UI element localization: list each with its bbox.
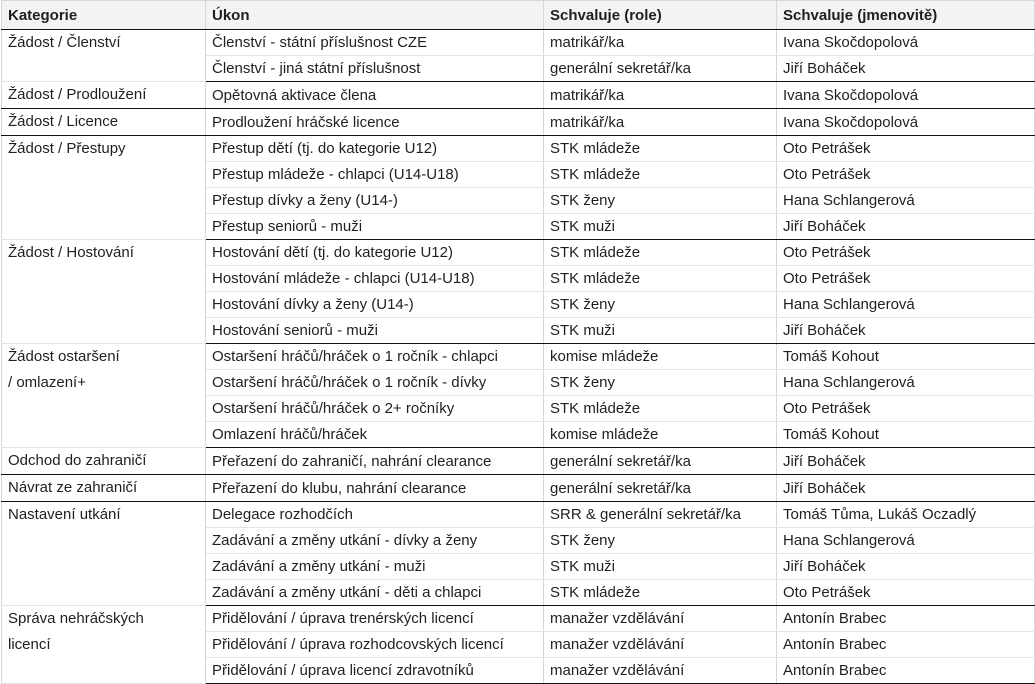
role-cell: STK mládeže bbox=[544, 266, 777, 292]
table-row bbox=[2, 344, 1035, 370]
category-cell bbox=[2, 109, 206, 136]
approver-cell: Jiří Boháček bbox=[777, 214, 1035, 240]
table-row bbox=[2, 136, 1035, 162]
table-row bbox=[2, 240, 1035, 266]
category-cell bbox=[2, 136, 206, 240]
action-cell: Hostování mládeže - chlapci (U14-U18) bbox=[206, 266, 544, 292]
role-cell: STK mládeže bbox=[544, 162, 777, 188]
role-cell: manažer vzdělávání bbox=[544, 632, 777, 658]
table-row bbox=[2, 109, 1035, 136]
action-cell: Přestup dětí (tj. do kategorie U12) bbox=[206, 136, 544, 162]
approver-cell: Jiří Boháček bbox=[777, 318, 1035, 344]
role-cell: generální sekretář/ka bbox=[544, 56, 777, 82]
role-cell: SRR & generální sekretář/ka bbox=[544, 502, 777, 528]
action-cell: Delegace rozhodčích bbox=[206, 502, 544, 528]
approver-cell: Oto Petrášek bbox=[777, 240, 1035, 266]
action-cell: Ostaršení hráčů/hráček o 2+ ročníky bbox=[206, 396, 544, 422]
approver-cell: Jiří Boháček bbox=[777, 448, 1035, 475]
category-label: Žádost / Přestupy bbox=[8, 140, 126, 157]
action-cell: Hostování dětí (tj. do kategorie U12) bbox=[206, 240, 544, 266]
header-ukon: Úkon bbox=[206, 1, 544, 30]
approver-cell: Hana Schlangerová bbox=[777, 188, 1035, 214]
action-cell: Přidělování / úprava trenérských licencí bbox=[206, 606, 544, 632]
action-cell: Přeřazení do klubu, nahrání clearance bbox=[206, 475, 544, 502]
approver-cell: Ivana Skočdopolová bbox=[777, 30, 1035, 56]
action-cell: Přeřazení do zahraničí, nahrání clearance bbox=[206, 448, 544, 475]
role-cell: STK ženy bbox=[544, 528, 777, 554]
approver-cell: Hana Schlangerová bbox=[777, 292, 1035, 318]
action-cell: Členství - státní příslušnost CZE bbox=[206, 30, 544, 56]
category-cell bbox=[2, 448, 206, 475]
category-cell bbox=[2, 344, 206, 448]
approver-cell: Hana Schlangerová bbox=[777, 370, 1035, 396]
category-cell bbox=[2, 30, 206, 82]
role-cell: STK muži bbox=[544, 318, 777, 344]
category-label: Nastavení utkání bbox=[8, 506, 121, 523]
action-cell: Hostování dívky a ženy (U14-) bbox=[206, 292, 544, 318]
action-cell: Hostování seniorů - muži bbox=[206, 318, 544, 344]
approver-cell: Oto Petrášek bbox=[777, 580, 1035, 606]
role-cell: STK muži bbox=[544, 554, 777, 580]
category-label: Žádost / Členství bbox=[8, 34, 121, 51]
action-cell: Zadávání a změny utkání - muži bbox=[206, 554, 544, 580]
role-cell: matrikář/ka bbox=[544, 109, 777, 136]
action-cell: Opětovná aktivace člena bbox=[206, 82, 544, 109]
category-label: / omlazení+ bbox=[8, 374, 86, 391]
approver-cell: Jiří Boháček bbox=[777, 554, 1035, 580]
action-cell: Zadávání a změny utkání - dívky a ženy bbox=[206, 528, 544, 554]
header-kategorie: Kategorie bbox=[2, 1, 206, 30]
approver-cell: Ivana Skočdopolová bbox=[777, 109, 1035, 136]
role-cell: generální sekretář/ka bbox=[544, 448, 777, 475]
approver-cell: Hana Schlangerová bbox=[777, 528, 1035, 554]
action-cell: Přestup dívky a ženy (U14-) bbox=[206, 188, 544, 214]
approver-cell: Antonín Brabec bbox=[777, 606, 1035, 632]
action-cell: Omlazení hráčů/hráček bbox=[206, 422, 544, 448]
approval-table bbox=[1, 0, 1035, 684]
category-label: Návrat ze zahraničí bbox=[8, 479, 138, 496]
approver-cell: Antonín Brabec bbox=[777, 632, 1035, 658]
approver-cell: Oto Petrášek bbox=[777, 162, 1035, 188]
action-cell: Přestup mládeže - chlapci (U14-U18) bbox=[206, 162, 544, 188]
table-row bbox=[2, 82, 1035, 109]
role-cell: STK muži bbox=[544, 214, 777, 240]
action-cell: Ostaršení hráčů/hráček o 1 ročník - chlapci bbox=[206, 344, 544, 370]
approver-cell: Oto Petrášek bbox=[777, 136, 1035, 162]
category-cell bbox=[2, 475, 206, 502]
role-cell: matrikář/ka bbox=[544, 30, 777, 56]
action-cell: Přidělování / úprava licencí zdravotníků bbox=[206, 658, 544, 684]
category-label: Žádost ostaršení bbox=[8, 348, 120, 365]
approver-cell: Antonín Brabec bbox=[777, 658, 1035, 684]
action-cell: Přidělování / úprava rozhodcovských licencí bbox=[206, 632, 544, 658]
table-row bbox=[2, 502, 1035, 528]
action-cell: Ostaršení hráčů/hráček o 1 ročník - dívky bbox=[206, 370, 544, 396]
category-label: Žádost / Hostování bbox=[8, 244, 134, 261]
approver-cell: Tomáš Kohout bbox=[777, 344, 1035, 370]
approver-cell: Tomáš Kohout bbox=[777, 422, 1035, 448]
role-cell: STK ženy bbox=[544, 188, 777, 214]
approver-cell: Ivana Skočdopolová bbox=[777, 82, 1035, 109]
role-cell: STK mládeže bbox=[544, 396, 777, 422]
role-cell: matrikář/ka bbox=[544, 82, 777, 109]
role-cell: STK ženy bbox=[544, 292, 777, 318]
action-cell: Přestup seniorů - muži bbox=[206, 214, 544, 240]
role-cell: komise mládeže bbox=[544, 344, 777, 370]
role-cell: manažer vzdělávání bbox=[544, 606, 777, 632]
table-body bbox=[2, 30, 1035, 684]
table-row bbox=[2, 30, 1035, 56]
table-row bbox=[2, 475, 1035, 502]
category-label: Žádost / Licence bbox=[8, 113, 119, 130]
role-cell: STK mládeže bbox=[544, 580, 777, 606]
role-cell: STK mládeže bbox=[544, 136, 777, 162]
header-schvaluje-jmenovite: Schvaluje (jmenovitě) bbox=[777, 1, 1035, 30]
role-cell: generální sekretář/ka bbox=[544, 475, 777, 502]
action-cell: Členství - jiná státní příslušnost bbox=[206, 56, 544, 82]
approver-cell: Jiří Boháček bbox=[777, 56, 1035, 82]
category-label: Odchod do zahraničí bbox=[8, 452, 147, 469]
action-cell: Prodloužení hráčské licence bbox=[206, 109, 544, 136]
category-label: licencí bbox=[8, 636, 51, 653]
header-row bbox=[2, 1, 1035, 30]
approver-cell: Oto Petrášek bbox=[777, 266, 1035, 292]
approver-cell: Jiří Boháček bbox=[777, 475, 1035, 502]
category-cell bbox=[2, 240, 206, 344]
action-cell: Zadávání a změny utkání - děti a chlapci bbox=[206, 580, 544, 606]
category-cell bbox=[2, 82, 206, 109]
category-label: Správa nehráčských bbox=[8, 610, 144, 627]
category-cell bbox=[2, 502, 206, 606]
header-schvaluje-role: Schvaluje (role) bbox=[544, 1, 777, 30]
approver-cell: Oto Petrášek bbox=[777, 396, 1035, 422]
table-row bbox=[2, 606, 1035, 632]
approver-cell: Tomáš Tůma, Lukáš Oczadlý bbox=[777, 502, 1035, 528]
table-row bbox=[2, 448, 1035, 475]
role-cell: manažer vzdělávání bbox=[544, 658, 777, 684]
category-label: Žádost / Prodloužení bbox=[8, 86, 147, 103]
role-cell: komise mládeže bbox=[544, 422, 777, 448]
role-cell: STK ženy bbox=[544, 370, 777, 396]
category-cell bbox=[2, 606, 206, 684]
role-cell: STK mládeže bbox=[544, 240, 777, 266]
